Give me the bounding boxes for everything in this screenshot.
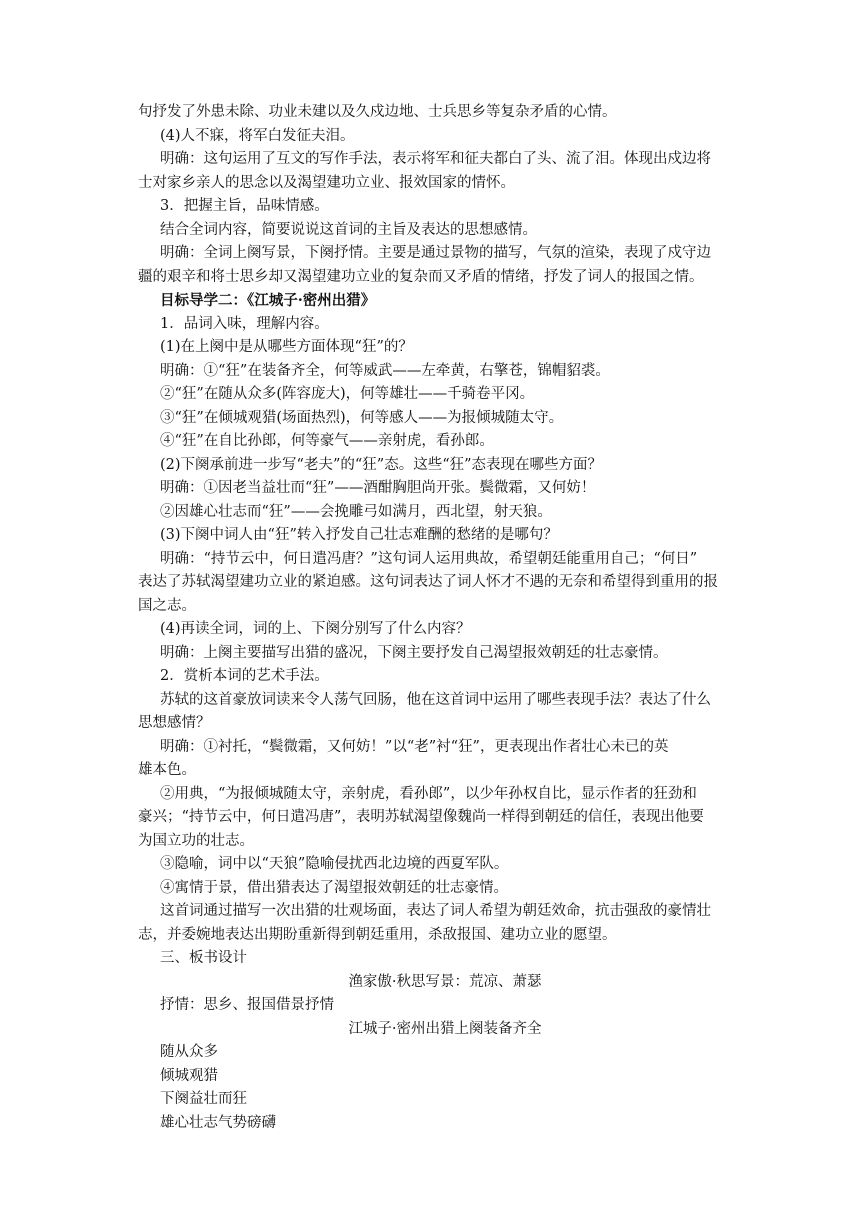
text-line: 为国立功的壮志。 — [138, 832, 254, 849]
section-heading: 三、板书设计 — [160, 950, 247, 966]
board-line: 渔家傲·秋思写景：荒凉、萧瑟 — [348, 973, 542, 990]
text-line: 国之志。 — [138, 597, 196, 614]
question-line: 苏轼的这首豪放词读来令人荡气回肠，他在这首词中运用了哪些表现手法？表达了什么 — [160, 691, 711, 708]
question-line: (4)再读全词，词的上、下阕分别写了什么内容？ — [160, 621, 471, 637]
question-line: 结合全词内容，简要说说这首词的主旨及表达的思想感情。 — [160, 221, 537, 238]
text-line: 明确：上阕主要描写出猎的盛况，下阕主要抒发自己渴望报效朝廷的壮志豪情。 — [160, 644, 668, 661]
text-line: ②因雄心壮志而“狂”——会挽雕弓如满月，西北望，射天狼。 — [160, 503, 552, 520]
question-line: (2)下阕承前进一步写“老夫”的“狂”态。这些“狂”态表现在哪些方面？ — [160, 456, 603, 473]
text-line: 明确：全词上阕写景，下阕抒情。主要是通过景物的描写，气氛的渲染，表现了戍守边 — [160, 245, 711, 261]
text-line: ②用典，“为报倾城随太守，亲射虎，看孙郎”，以少年孙权自比，显示作者的狂劲和 — [160, 785, 697, 802]
question-line: 思想感情？ — [138, 715, 211, 731]
text-line: 表达了苏轼渴望建功立业的紧迫感。这句词表达了词人怀才不遇的无奈和希望得到重用的报 — [138, 574, 718, 590]
section-heading: 2．赏析本词的艺术手法。 — [160, 668, 329, 684]
section-title: 目标导学二：《江城子·密州出猎》 — [160, 292, 376, 309]
board-line: 下阕益壮而狂 — [160, 1091, 247, 1107]
board-line: 江城子·密州出猎上阕装备齐全 — [348, 1020, 542, 1037]
text-line: ④“狂”在自比孙郎，何等豪气——亲射虎，看孙郎。 — [160, 433, 494, 449]
board-line: 抒情：思乡、报国借景抒情 — [160, 997, 334, 1013]
board-line: 倾城观猎 — [160, 1067, 218, 1084]
text-line: 句抒发了外患未除、功业未建以及久戍边地、士兵思乡等复杂矛盾的心情。 — [138, 104, 617, 120]
text-line: 明确：①因老当益壮而“狂”——酒酣胸胆尚开张。鬓微霜，又何妨！ — [160, 480, 596, 496]
text-line: 豪兴；“持节云中，何日遣冯唐”，表明苏轼渴望像魏尚一样得到朝廷的信任，表现出他要 — [138, 809, 704, 825]
text-line: 志，并委婉地表达出期盼重新得到朝廷重用，杀敌报国、建功立业的愿望。 — [138, 926, 617, 943]
text-line: 这首词通过描写一次出猎的壮观场面，表达了词人希望为朝廷效命，抗击强敌的豪情壮 — [160, 903, 711, 919]
text-line: 明确：“持节云中，何日遣冯唐？”这句词人运用典故，希望朝廷能重用自己；“何日” — [160, 550, 698, 567]
section-heading: 1．品词入味，理解内容。 — [160, 315, 329, 332]
text-line: ②“狂”在随从众多(阵容庞大)，何等雄壮——千骑卷平冈。 — [160, 386, 535, 402]
text-line: 士对家乡亲人的思念以及渴望建功立业、报效国家的情怀。 — [138, 174, 515, 191]
section-heading: 3．把握主旨，品味情感。 — [160, 198, 329, 214]
question-line: (3)下阕中词人由“狂”转入抒发自己壮志难酬的愁绪的是哪句？ — [160, 527, 558, 543]
text-line: 雄本色。 — [138, 762, 196, 778]
text-line: ④寓情于景，借出猎表达了渴望报效朝廷的壮志豪情。 — [160, 879, 508, 896]
question-line: (1)在上阕中是从哪些方面体现“狂”的？ — [160, 339, 413, 355]
text-line: ③“狂”在倾城观猎(场面热烈)，何等感人——为报倾城随太守。 — [160, 409, 564, 426]
text-line: (4)人不寐，将军白发征夫泪。 — [160, 127, 355, 144]
text-line: 明确：这句运用了互文的写作手法，表示将军和征夫都白了头、流了泪。体现出戍边将 — [160, 151, 711, 167]
text-line: 疆的艰辛和将士思乡却又渴望建功立业的复杂而又矛盾的情绪，抒发了词人的报国之情。 — [138, 268, 704, 285]
board-line: 随从众多 — [160, 1044, 218, 1060]
board-line: 雄心壮志气势磅礴 — [160, 1114, 276, 1131]
text-line: ③隐喻，词中以“天狼”隐喻侵扰西北边境的西夏军队。 — [160, 856, 509, 872]
text-line: 明确：①“狂”在装备齐全，何等威武——左牵黄，右擎苍，锦帽貂裘。 — [160, 362, 610, 379]
text-line: 明确：①衬托，“鬓微霜，又何妨！”以“老”衬“狂”，更表现出作者壮心未已的英 — [160, 738, 669, 755]
